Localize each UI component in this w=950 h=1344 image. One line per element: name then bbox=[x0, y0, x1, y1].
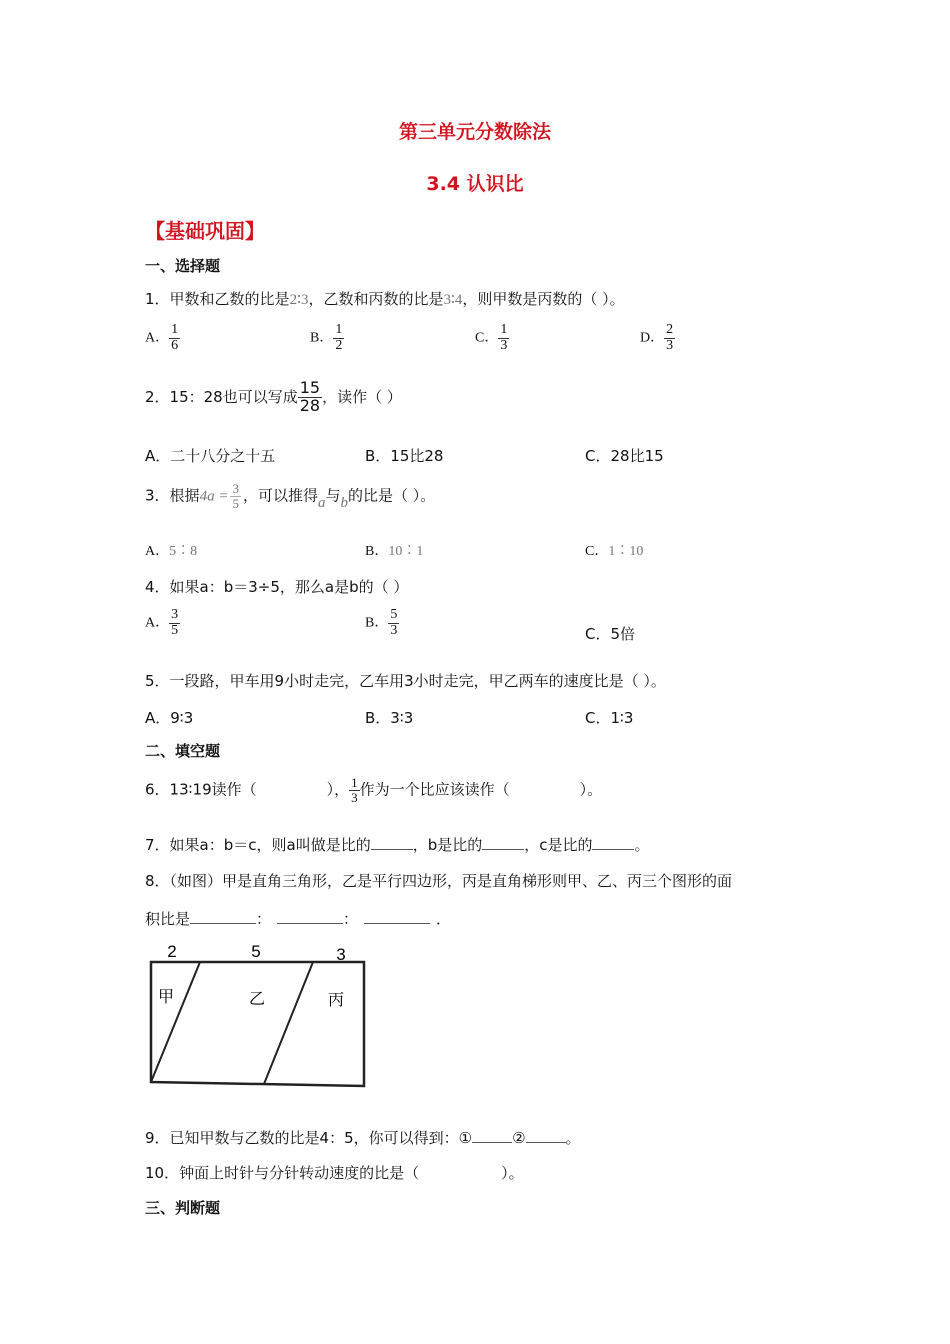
answer-blank[interactable] bbox=[526, 1142, 566, 1143]
question-5 bbox=[145, 670, 666, 691]
option-text: 1∶10 bbox=[608, 544, 644, 559]
fraction: $\frac{3}{5}$ bbox=[171, 607, 179, 638]
question-text: ，则甲数是丙数的（ ）。 bbox=[462, 290, 625, 308]
question-1 bbox=[145, 288, 625, 309]
option-label: A． bbox=[145, 615, 170, 631]
option-a[interactable] bbox=[145, 540, 197, 560]
option-label: C． bbox=[585, 625, 611, 643]
question-number: 8． bbox=[145, 872, 170, 890]
question-10 bbox=[145, 1162, 524, 1183]
question-number: 5． bbox=[145, 672, 170, 690]
heading-fill-blank: 二、填空题 bbox=[145, 742, 221, 760]
top-label-3: 3 bbox=[336, 945, 346, 964]
fraction: $\frac{1}{3}$ bbox=[351, 775, 358, 805]
top-label-2: 2 bbox=[167, 942, 177, 961]
section-label: 【基础巩固】 bbox=[145, 219, 265, 243]
question-text: 如果a：b＝3÷5，那么a是b的（ ） bbox=[169, 578, 409, 596]
option-c[interactable] bbox=[475, 323, 509, 353]
option-text: 3∶3 bbox=[390, 709, 414, 727]
question-text: 。 bbox=[634, 836, 650, 854]
option-text: 10∶1 bbox=[388, 544, 424, 559]
question-text: 。 bbox=[565, 1129, 581, 1147]
question-3 bbox=[145, 482, 435, 510]
question-text: ，b是比的 bbox=[412, 836, 483, 854]
heading-choice: 一、选择题 bbox=[145, 257, 221, 275]
option-label: C． bbox=[585, 544, 609, 559]
question-number: 7． bbox=[145, 836, 170, 854]
top-label-5: 5 bbox=[251, 942, 261, 961]
option-text: 15比28 bbox=[390, 447, 444, 465]
fraction: $\frac{3}{5}$ bbox=[232, 481, 239, 511]
question-number: 9． bbox=[145, 1129, 170, 1147]
answer-blank[interactable] bbox=[371, 849, 413, 850]
question-text: 的比是（ ）。 bbox=[347, 486, 436, 505]
option-a[interactable] bbox=[145, 707, 193, 728]
question-text: ，乙数和丙数的比是 bbox=[308, 290, 444, 308]
question-number: 6． bbox=[145, 780, 170, 799]
question-text: ）。 bbox=[501, 1164, 524, 1182]
option-c[interactable] bbox=[585, 707, 633, 728]
option-c[interactable] bbox=[585, 445, 664, 466]
option-a[interactable] bbox=[145, 608, 180, 638]
question-text: 根据 bbox=[169, 486, 200, 505]
question-text: 作为一个比应该读作（ bbox=[359, 780, 510, 799]
answer-blank[interactable] bbox=[472, 1142, 512, 1143]
question-text: 15：28也可以写成 bbox=[169, 387, 298, 406]
option-c[interactable] bbox=[585, 623, 635, 644]
option-text: 9∶3 bbox=[170, 709, 194, 727]
ratio: 2∶3 bbox=[289, 292, 309, 308]
option-label: C． bbox=[475, 330, 499, 346]
option-text: 二十八分之十五 bbox=[170, 447, 276, 465]
option-d[interactable] bbox=[640, 323, 675, 353]
question-text: 如果a：b＝c，则a叫做是比的 bbox=[169, 836, 371, 854]
label-jia: 甲 bbox=[157, 987, 175, 1006]
question-text: ，可以推得 bbox=[242, 486, 318, 505]
option-b[interactable] bbox=[365, 608, 399, 638]
question-text: 与 bbox=[325, 486, 341, 505]
outer-rectangle bbox=[151, 962, 364, 1086]
question-text: 一段路，甲车用9小时走完，乙车用3小时走完，甲乙两车的速度比是（ ）。 bbox=[169, 672, 666, 690]
option-label: A． bbox=[145, 447, 171, 465]
option-b[interactable] bbox=[365, 445, 443, 466]
option-text: 5∶8 bbox=[169, 544, 198, 559]
option-label: B． bbox=[365, 447, 391, 465]
question-text: 已知甲数与乙数的比是4：5，你可以得到： bbox=[169, 1129, 459, 1147]
question-8-line-2 bbox=[145, 908, 451, 929]
circle-mark: ② bbox=[512, 1129, 526, 1147]
option-c[interactable] bbox=[585, 540, 643, 560]
question-text: ，读作（ ） bbox=[322, 387, 402, 406]
option-label: A． bbox=[145, 709, 171, 727]
option-label: C． bbox=[585, 447, 611, 465]
option-a[interactable] bbox=[145, 323, 180, 353]
question-number: 4． bbox=[145, 578, 170, 596]
label-yi: 乙 bbox=[248, 989, 266, 1008]
heading-true-false: 三、判断题 bbox=[145, 1199, 221, 1217]
option-label: B． bbox=[365, 544, 389, 559]
answer-blank[interactable] bbox=[482, 849, 524, 850]
option-b[interactable] bbox=[310, 323, 344, 353]
answer-blank[interactable] bbox=[364, 923, 430, 924]
question-4 bbox=[145, 576, 408, 597]
question-text: 积比是 bbox=[145, 910, 191, 928]
circle-mark: ① bbox=[458, 1129, 473, 1147]
option-label: B． bbox=[365, 709, 391, 727]
answer-blank[interactable] bbox=[592, 849, 634, 850]
question-9 bbox=[145, 1127, 581, 1148]
option-b[interactable] bbox=[365, 707, 413, 728]
fraction: $\frac{1}{6}$ bbox=[171, 322, 179, 353]
option-b[interactable] bbox=[365, 540, 423, 560]
answer-blank[interactable] bbox=[190, 923, 256, 924]
option-a[interactable] bbox=[145, 445, 275, 466]
option-label: C． bbox=[585, 709, 611, 727]
option-label: B． bbox=[365, 615, 389, 631]
question-8 bbox=[145, 870, 732, 891]
option-label: D． bbox=[640, 330, 665, 346]
question-2 bbox=[145, 380, 402, 415]
fraction: $\frac{15}{28}$ bbox=[299, 378, 321, 415]
equation: 4a = bbox=[199, 488, 229, 505]
period: ． bbox=[436, 910, 452, 928]
variable-b: b bbox=[340, 494, 348, 511]
ratio: 3∶4 bbox=[443, 292, 463, 308]
question-number: 3． bbox=[145, 486, 170, 505]
option-text: 28比15 bbox=[610, 447, 664, 465]
parallelogram-edge bbox=[264, 962, 313, 1084]
question-text: 甲数和乙数的比是 bbox=[169, 290, 290, 308]
separator: ： bbox=[343, 910, 359, 928]
option-label: B． bbox=[310, 330, 334, 346]
question-text: 13∶19读作（ bbox=[169, 780, 257, 799]
fraction: $\frac{5}{3}$ bbox=[390, 607, 398, 638]
question-text: ，c是比的 bbox=[524, 836, 593, 854]
variable-a: a bbox=[317, 494, 326, 511]
fraction: $\frac{2}{3}$ bbox=[666, 322, 674, 353]
question-6 bbox=[145, 776, 602, 804]
question-number: 1． bbox=[145, 290, 170, 308]
question-7 bbox=[145, 834, 650, 855]
fraction: $\frac{1}{2}$ bbox=[335, 322, 343, 353]
question-text: ）， bbox=[326, 780, 350, 799]
label-bing: 丙 bbox=[327, 990, 345, 1009]
fraction: $\frac{1}{3}$ bbox=[500, 322, 508, 353]
separator: ： bbox=[256, 910, 272, 928]
triangle-edge bbox=[151, 962, 200, 1082]
shapes-figure bbox=[140, 938, 380, 1090]
option-label: A． bbox=[145, 330, 170, 346]
question-text: （如图）甲是直角三角形，乙是平行四边形，丙是直角梯形则甲、乙、丙三个图形的面 bbox=[169, 872, 733, 890]
question-text: ）。 bbox=[579, 780, 603, 799]
question-number: 2． bbox=[145, 387, 170, 406]
option-text: 5倍 bbox=[610, 625, 636, 643]
question-number: 10． bbox=[145, 1164, 180, 1182]
lesson-title: 3.4 认识比 bbox=[426, 173, 524, 195]
question-text: 钟面上时针与分针转动速度的比是（ bbox=[179, 1164, 420, 1182]
option-text: 1∶3 bbox=[610, 709, 634, 727]
answer-blank[interactable] bbox=[277, 923, 343, 924]
unit-title: 第三单元分数除法 bbox=[398, 121, 551, 143]
option-label: A． bbox=[145, 544, 170, 559]
